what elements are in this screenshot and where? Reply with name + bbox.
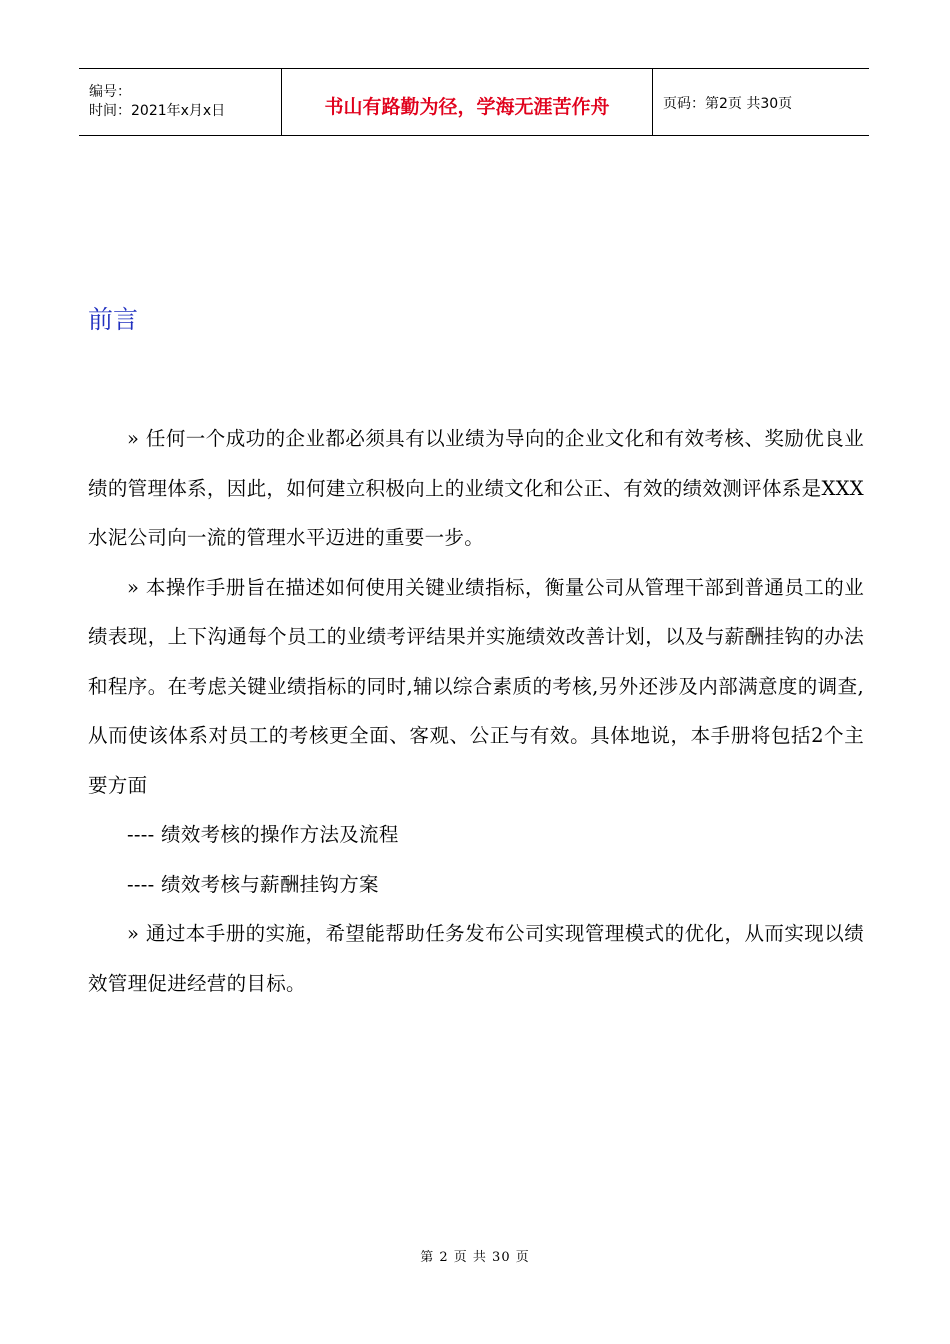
paragraph: » 任何一个成功的企业都必须具有以业绩为导向的企业文化和有效考核、奖励优良业绩的管理体系，因此，如何建立积极向上的业绩文化和公正、有效的绩效测评体系是XXX水泥公司向一流的管理水平迈进的重要一步。 [88,427,864,549]
header-page-info: 页码：第2页 共30页 [663,96,793,112]
list-item: ---- 绩效考核与薪酬挂钩方案 [127,872,379,896]
paragraph: » 本操作手册旨在描述如何使用关键业绩指标，衡量公司从管理干部到普通员工的业绩表现，上下沟通每个员工的业绩考评结果并实施绩效改善计划，以及与薪酬挂钩的办法和程序。在考虑关键业绩指标的同时,辅以综合素质的考核,另外还涉及内部满意度的调查,从而使该体系对员工的考核更全面、客观、公正与有效。具体地说，本手册将包括2个主要方面 [88,575,864,797]
preface-body [88,414,864,1008]
list-item: ---- 绩效考核的操作方法及流程 [127,823,399,846]
header-meta-cell [79,69,281,135]
header-page-cell [653,69,869,135]
header-time-label: 时间：2021年x月x日 [89,103,226,119]
section-title: 前言 [88,305,139,334]
header-motto-cell [281,69,653,135]
page-footer: 第 2 页 共 30 页 [420,1250,530,1265]
page-header-table [79,68,869,136]
header-motto: 书山有路勤为径，学海无涯苦作舟 [324,95,610,118]
header-number-label: 编号： [89,84,131,100]
paragraph: » 通过本手册的实施，希望能帮助任务发布公司实现管理模式的优化，从而实现以绩效管理促进经营的目标。 [88,922,864,995]
